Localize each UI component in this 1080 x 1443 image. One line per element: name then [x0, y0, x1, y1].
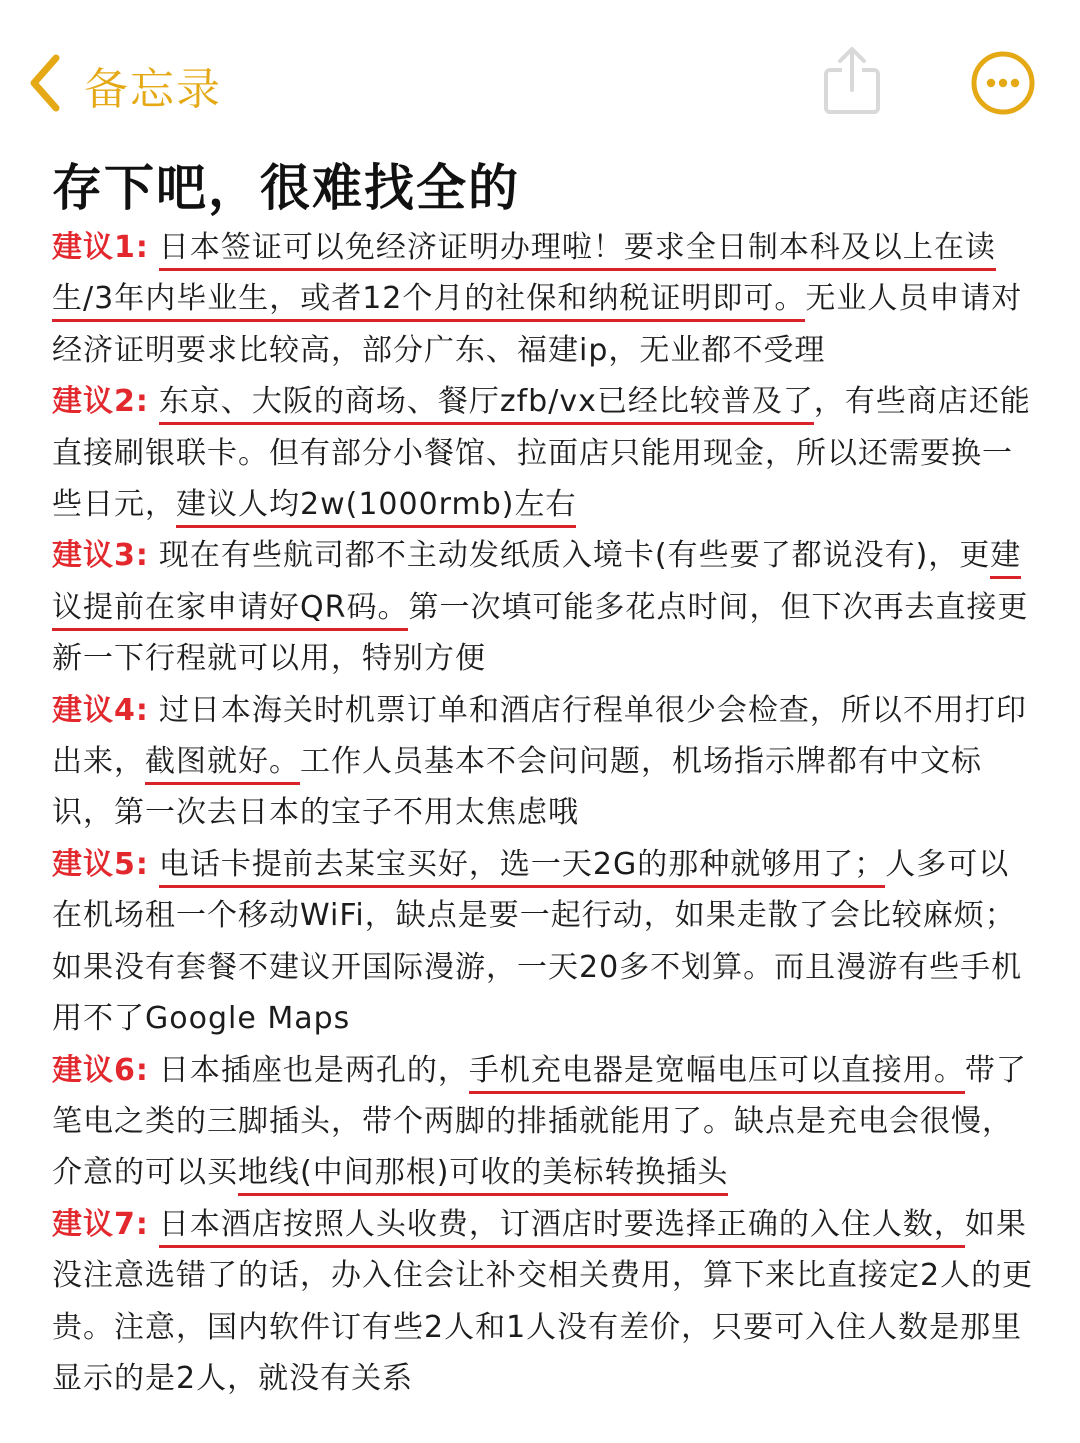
tip-5	[52, 839, 1034, 1045]
tip-7	[52, 1199, 1034, 1405]
tip-highlight: 手机充电器是宽幅电压可以直接用。	[469, 1053, 965, 1094]
tip-text: 无业人员申请对经济证明要求比较高，部分广东、福建ip，无业都不受理	[52, 281, 1023, 368]
tip-highlight: 建议提前在家申请好QR码。	[52, 538, 1021, 630]
tip-text: 如果没注意选错了的话，办入住会让补交相关费用，算下来比直接定2人的更贵。注意，国内软件订有些2人和1人没有差价，只要可入住人数是那里显示的是2人，就没有关系	[52, 1206, 1034, 1396]
tip-label: 建议6:	[52, 1052, 149, 1088]
tip-2	[52, 376, 1034, 530]
tip-label: 建议2:	[52, 384, 149, 420]
tip-highlight: 地线(中间那根)可收的美标转换插头	[238, 1155, 728, 1196]
tip-label: 建议7:	[52, 1206, 149, 1242]
tip-text: 现在有些航司都不主动发纸质入境卡(有些要了都说没有)，更	[158, 538, 991, 574]
tip-highlight: 截图就好。	[145, 744, 300, 785]
tip-1	[52, 222, 1034, 376]
navigation-bar	[0, 0, 1080, 140]
tip-highlight: 电话卡提前去某宝买好，选一天2G的那种就够用了；	[159, 847, 885, 888]
tip-3	[52, 530, 1034, 684]
tip-label: 建议1:	[52, 230, 149, 265]
tip-text: 日本插座也是两孔的，	[158, 1052, 469, 1088]
tip-text: 工作人员基本不会问问题，机场指示牌都有中文标识，第一次去日本的宝子不用太焦虑哦	[52, 744, 982, 831]
tip-text: ，有些商店还能直接刷银联卡。但有部分小餐馆、拉面店只能用现金，所以还需要换一些日元，	[52, 384, 1031, 523]
tip-text: 人多可以在机场租一个移动WiFi，缺点是要一起行动，如果走散了会比较麻烦；如果没有套餐不建议开国际漫游，一天20多不划算。而且漫游有些手机用不了Google Maps	[52, 846, 1023, 1037]
tip-text: 过日本海关时机票订单和酒店行程单很少会检查，所以不用打印出来，	[52, 692, 1027, 780]
tip-label: 建议4:	[52, 692, 149, 728]
tip-label: 建议5:	[52, 846, 149, 882]
tip-4	[52, 685, 1034, 839]
back-button[interactable]	[26, 52, 222, 118]
tip-highlight: 日本签证可以免经济证明办理啦！要求全日制本科及以上在读生/3年内毕业生，或者12个月的社保和纳税证明即可。	[52, 230, 996, 322]
note-title: 存下吧，很难找全的	[52, 159, 520, 217]
tip-text: 带了笔电之类的三脚插头，带个两脚的排插就能用了。缺点是充电会很慢，介意的可以买	[52, 1052, 1027, 1191]
tip-highlight: 建议人均2w(1000rmb)左右	[176, 487, 576, 528]
tip-highlight: 东京、大阪的商场、餐厅zfb/vx已经比较普及了	[159, 384, 814, 425]
tip-text: 第一次填可能多花点时间，但下次再去直接更新一下行程就可以用，特别方便	[52, 589, 1029, 677]
back-label: 备忘录	[84, 64, 222, 115]
tip-6	[52, 1045, 1034, 1199]
tip-highlight: 日本酒店按照人头收费，订酒店时要选择正确的入住人数，	[159, 1207, 965, 1248]
tip-label: 建议3:	[52, 538, 149, 574]
note-body	[52, 222, 1034, 1404]
share-icon[interactable]	[820, 44, 884, 116]
more-icon[interactable]	[970, 50, 1036, 116]
chevron-left-icon	[26, 52, 64, 118]
